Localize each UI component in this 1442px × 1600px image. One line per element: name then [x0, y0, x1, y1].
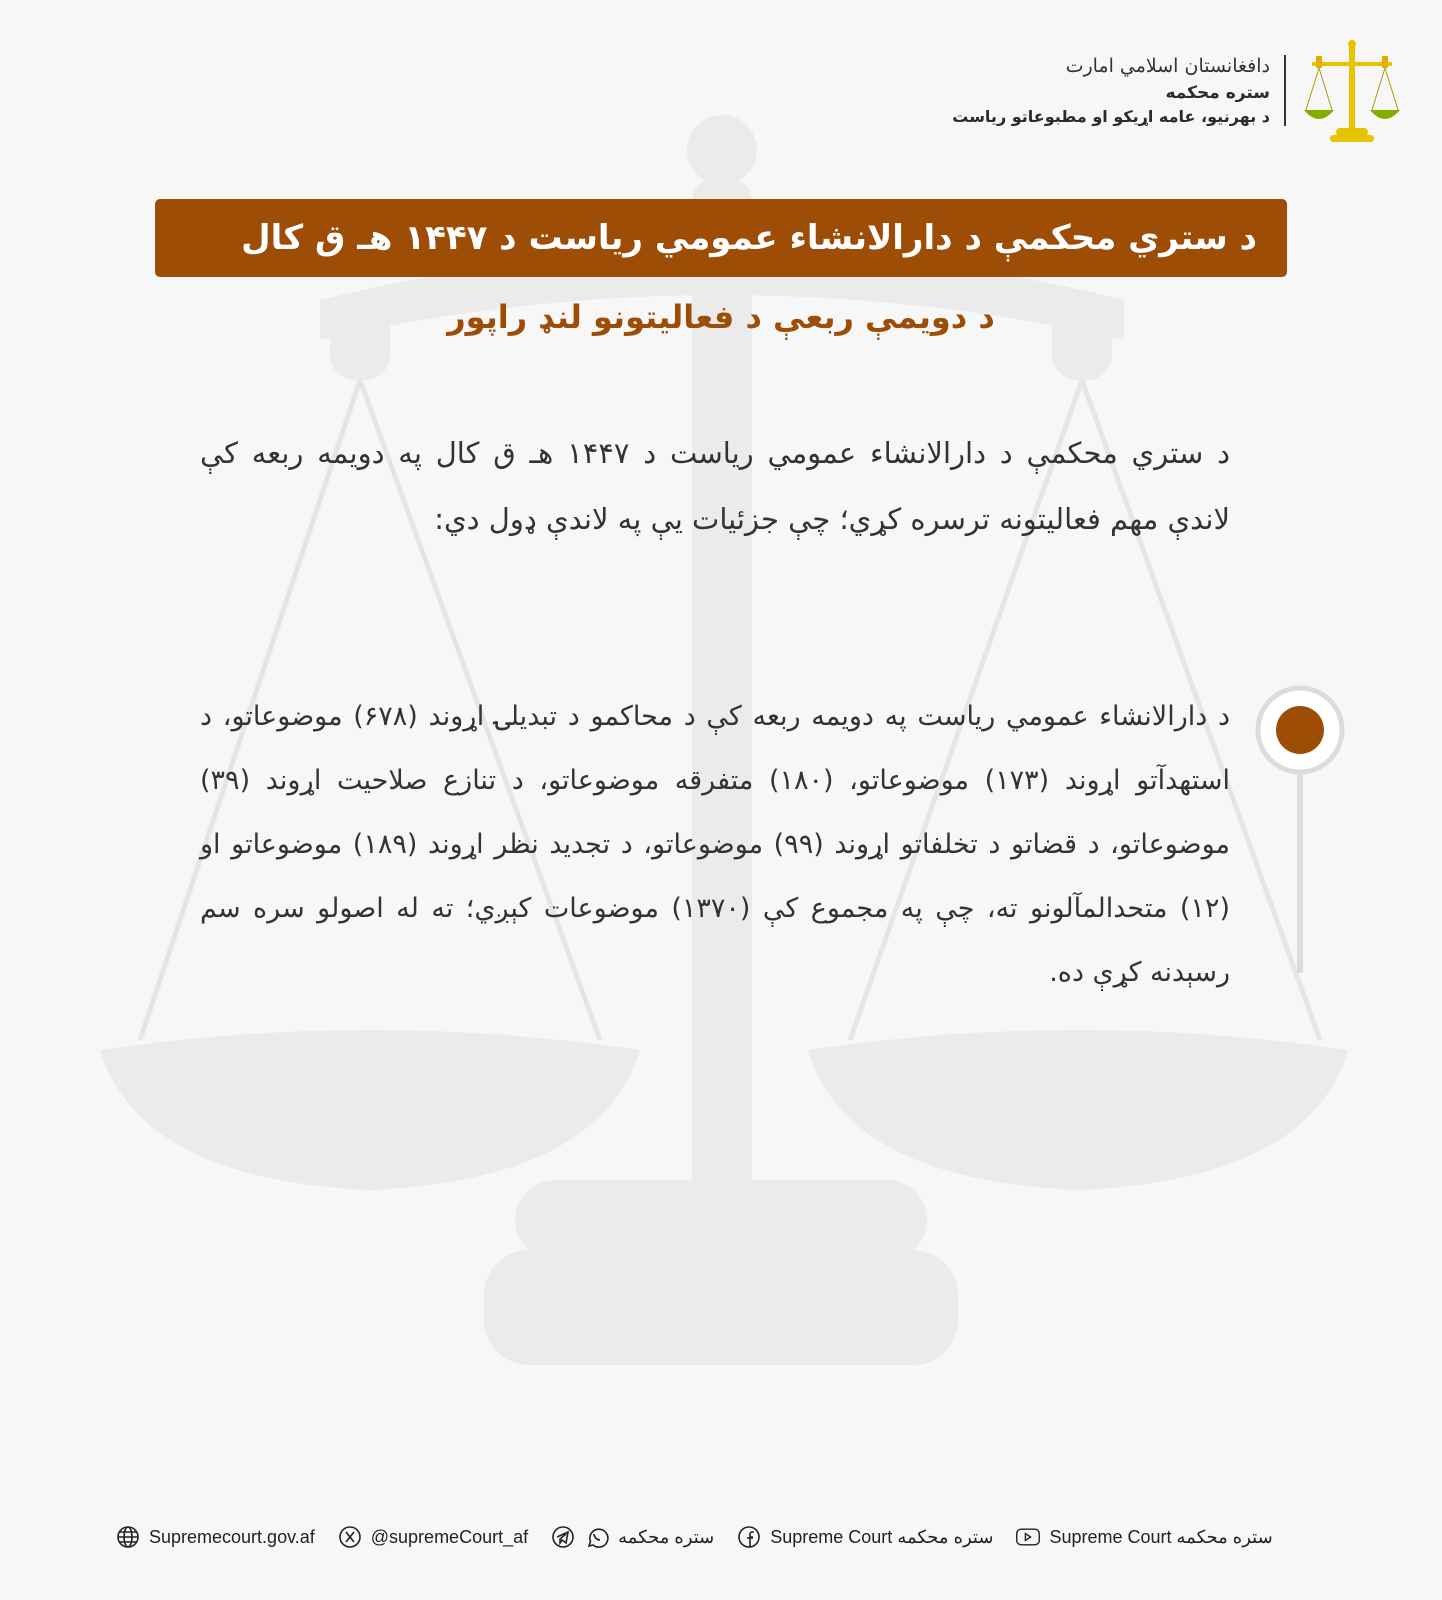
emirate-calligraphy: دافغانستان اسلامي امارت — [1065, 55, 1270, 77]
facebook-link[interactable] — [736, 1524, 993, 1550]
court-name: ستره محکمه — [1165, 83, 1270, 103]
facebook-text: Supreme Court ستره محکمه — [770, 1526, 994, 1547]
x-link[interactable] — [337, 1524, 528, 1550]
whatsapp-icon — [584, 1524, 610, 1550]
page-title: د ستري محکمې د دارالانشاء عمومي رياست د ۱۴۴۷ هـ ق کال — [241, 218, 1257, 258]
telegram-icon — [550, 1524, 576, 1550]
header — [952, 38, 1402, 143]
youtube-link[interactable] — [1015, 1524, 1272, 1550]
website-text: Supremecourt.gov.af — [149, 1526, 315, 1547]
messaging-link[interactable] — [550, 1524, 714, 1550]
header-text — [952, 55, 1286, 126]
x-handle: @supremeCourt_af — [370, 1526, 529, 1547]
bullet-marker-icon — [1255, 685, 1345, 985]
scales-logo-icon — [1302, 38, 1402, 143]
website-link[interactable] — [115, 1524, 315, 1550]
footer — [115, 1524, 1273, 1550]
page-subtitle: د دويمې ربعې د فعاليتونو لنډ راپور — [447, 298, 995, 336]
title-banner — [155, 199, 1287, 277]
department-name: د بهرنيو، عامه اړيکو او مطبوعاتو رياست — [952, 107, 1270, 126]
messaging-text: ستره محکمه — [618, 1526, 715, 1547]
youtube-icon — [1015, 1524, 1041, 1550]
globe-icon — [115, 1524, 141, 1550]
facebook-icon — [736, 1524, 762, 1550]
youtube-text: Supreme Court ستره محکمه — [1049, 1526, 1273, 1547]
report-body: د دارالانشاء عمومي رياست په دويمه ربعه کې د محاکمو د تبديلۍ اړوند (۶۷۸) موضوعاتو، د استهدآتو اړوند (۱۷۳) موضوعاتو، (۱۸۰) متفرقه موضوعاتو، د تنازع صلاحيت اړوند (۳۹) موضوعاتو، د قضاتو د تخلفاتو اړوند (۹۹) موضوعاتو، د تجديد نظر اړوند (۱۸۹) موضوعاتو او (۱۲) متحدالمآلونو ته، چې په مجموع کې (۱۳۷۰) موضوعات کېږي؛ ته له اصولو سره سم رسېدنه کړې ده. — [200, 701, 1230, 988]
x-icon — [337, 1524, 363, 1550]
intro-paragraph: د ستري محکمې د دارالانشاء عمومي رياست د ۱۴۴۷ هـ ق کال په دويمه ربعه کې لاندې مهم فعاليتونه ترسره کړي؛ چې جزئيات يې په لاندې ډول دي: — [200, 436, 1230, 536]
